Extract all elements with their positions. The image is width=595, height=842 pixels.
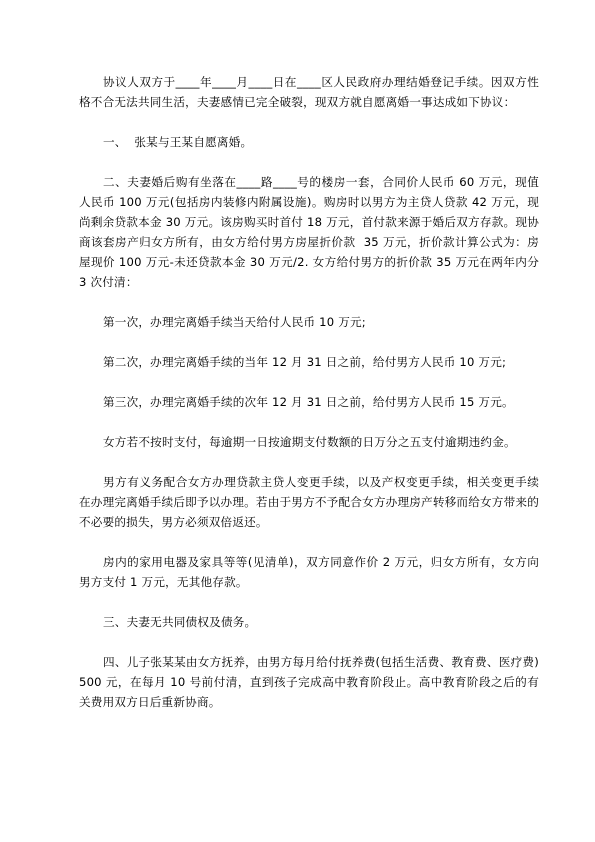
intro-paragraph: 协议人双方于____年____月____日在____区人民政府办理结婚登记手续。因双方性格不合无法共同生活，夫妻感情已完全破裂，现双方就自愿离婚一事达成如下协议： xyxy=(79,75,539,109)
clause-four-child-support: 四、儿子张某某由女方抚养，由男方每月给付抚养费(包括生活费、教育费、医疗费)500 元，在每月 10 号前付清，直到孩子完成高中教育阶段止。高中教育阶段之后的有关费用双方日后重新协商。 xyxy=(79,655,539,709)
clause-three-debts: 三、夫妻无共同债权及债务。 xyxy=(103,615,257,629)
late-penalty-paragraph: 女方若不按时支付，每逾期一日按逾期支付数额的日万分之五支付逾期违约金。 xyxy=(103,435,516,449)
payment-third: 第三次，办理完离婚手续的次年 12 月 31 日之前，给付男方人民币 15 万元。 xyxy=(103,395,514,409)
clause-two-property: 二、夫妻婚后购有坐落在____路____号的楼房一套，合同价人民币 60 万元，现值人民币 100 万元(包括房内装修内附属设施)。购房时以男方为主贷人贷款 42 万元，现尚剩余贷款本金 30 万元。该房购买时首付 18 万元，首付款来源于婚后双方存款。现协商该套房产归女方所有，由女方给付男方房屋折价款 35 万元，折价款计算公式为：房屋现价 100 万元-未还贷款本金 30 万元/2. 女方给付男方的折价款 35 万元在两年内分 3 次付清： xyxy=(79,175,543,289)
loan-transfer-paragraph: 男方有义务配合女方办理贷款主贷人变更手续，以及产权变更手续，相关变更手续在办理完离婚手续后即予以办理。若由于男方不予配合女方办理房产转移而给女方带来的不必要的损失，男方必须双倍返还。 xyxy=(79,475,539,529)
furniture-paragraph: 房内的家用电器及家具等等(见清单)，双方同意作价 2 万元，归女方所有，女方向男方支付 1 万元，无其他存款。 xyxy=(79,555,539,589)
payment-first: 第一次，办理完离婚手续当天给付人民币 10 万元; xyxy=(103,315,366,329)
payment-second: 第二次，办理完离婚手续的当年 12 月 31 日之前，给付男方人民币 10 万元; xyxy=(103,355,507,369)
clause-one: 一、 张某与王某自愿离婚。 xyxy=(103,135,253,149)
agreement-body xyxy=(79,72,543,712)
